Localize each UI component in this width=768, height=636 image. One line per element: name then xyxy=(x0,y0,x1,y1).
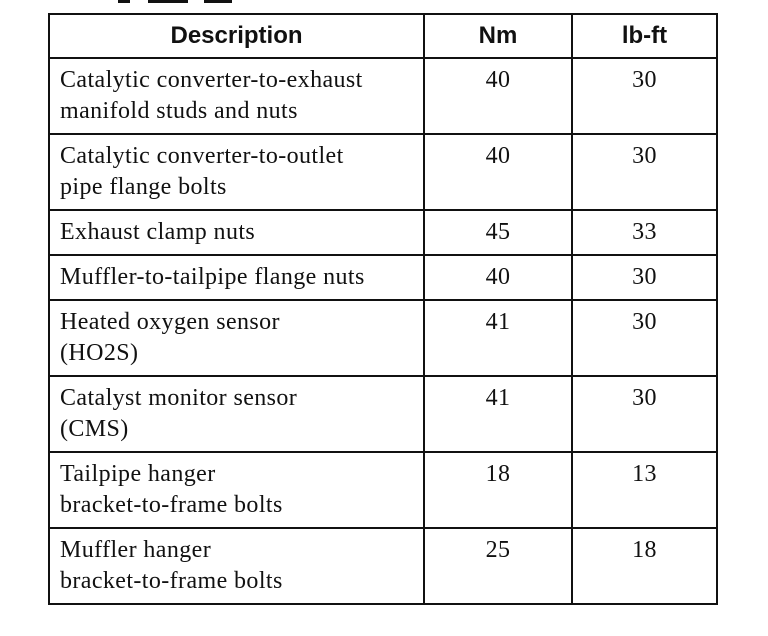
cropped-caption-marks xyxy=(118,0,238,4)
nm-value: 25 xyxy=(424,528,572,604)
table-row xyxy=(49,376,717,452)
description-line: Exhaust clamp nuts xyxy=(60,219,256,245)
table-header-row xyxy=(49,14,717,58)
torque-specifications-table xyxy=(48,13,718,605)
description-line: Catalytic converter-to-exhaust xyxy=(60,67,363,93)
header-lbft: lb-ft xyxy=(572,14,717,58)
nm-value: 40 xyxy=(424,134,572,210)
description-cell xyxy=(49,528,424,604)
description-cell xyxy=(49,452,424,528)
table-row xyxy=(49,58,717,134)
description-line: (CMS) xyxy=(60,416,129,442)
description-cell xyxy=(49,376,424,452)
nm-value: 40 xyxy=(424,255,572,300)
description-line: Tailpipe hanger xyxy=(60,461,216,487)
lbft-value: 18 xyxy=(572,528,717,604)
description-line: Heated oxygen sensor xyxy=(60,309,280,335)
description-line: Muffler hanger xyxy=(60,537,212,563)
lbft-value: 30 xyxy=(572,300,717,376)
nm-value: 41 xyxy=(424,300,572,376)
description-cell xyxy=(49,134,424,210)
lbft-value: 30 xyxy=(572,58,717,134)
description-line: Muffler-to-tailpipe flange nuts xyxy=(60,264,365,290)
table-row xyxy=(49,134,717,210)
lbft-value: 30 xyxy=(572,376,717,452)
description-cell xyxy=(49,210,424,255)
nm-value: 40 xyxy=(424,58,572,134)
description-line: bracket-to-frame bolts xyxy=(60,492,283,518)
description-line: (HO2S) xyxy=(60,340,139,366)
lbft-value: 30 xyxy=(572,134,717,210)
description-line: pipe flange bolts xyxy=(60,174,227,200)
table-row xyxy=(49,528,717,604)
nm-value: 45 xyxy=(424,210,572,255)
description-line: bracket-to-frame bolts xyxy=(60,568,283,594)
table-row xyxy=(49,210,717,255)
description-line: manifold studs and nuts xyxy=(60,98,298,124)
description-cell xyxy=(49,58,424,134)
header-nm: Nm xyxy=(424,14,572,58)
description-cell xyxy=(49,255,424,300)
lbft-value: 13 xyxy=(572,452,717,528)
nm-value: 41 xyxy=(424,376,572,452)
lbft-value: 33 xyxy=(572,210,717,255)
lbft-value: 30 xyxy=(572,255,717,300)
description-cell xyxy=(49,300,424,376)
description-line: Catalyst monitor sensor xyxy=(60,385,298,411)
description-line: Catalytic converter-to-outlet xyxy=(60,143,344,169)
table-row xyxy=(49,452,717,528)
nm-value: 18 xyxy=(424,452,572,528)
table-row xyxy=(49,300,717,376)
header-description: Description xyxy=(49,14,424,58)
table-row xyxy=(49,255,717,300)
